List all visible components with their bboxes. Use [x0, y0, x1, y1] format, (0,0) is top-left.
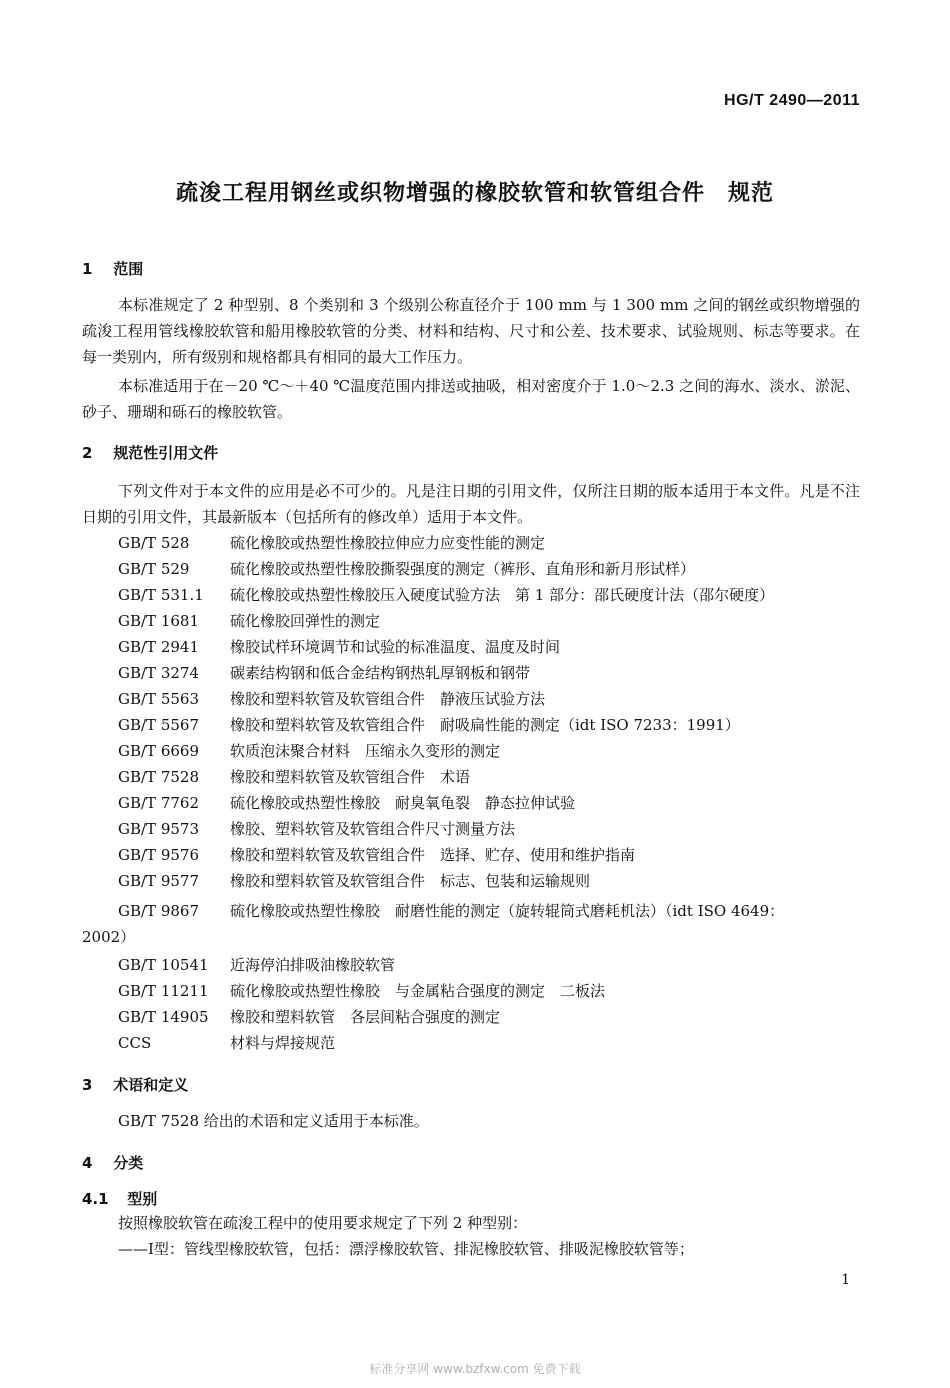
- reference-item: [118, 634, 560, 660]
- reference-code: GB/T 9576: [118, 846, 200, 864]
- reference-title: 橡胶和塑料软管及软管组合件 选择、贮存、使用和维护指南: [230, 846, 636, 864]
- section-number: 4.1: [82, 1190, 109, 1208]
- reference-item: [118, 660, 530, 686]
- section-title: 规范性引用文件: [113, 444, 219, 462]
- reference-item: [118, 712, 740, 738]
- reference-title: 橡胶和塑料软管及软管组合件 耐吸扁性能的测定（idt ISO 7233：1991）: [230, 716, 740, 734]
- reference-title: 橡胶、塑料软管及软管组合件尺寸测量方法: [230, 820, 516, 838]
- reference-item: [118, 790, 575, 816]
- reference-title: 硫化橡胶或热塑性橡胶撕裂强度的测定（裤形、直角形和新月形试样）: [230, 560, 696, 578]
- reference-item: [118, 1030, 335, 1056]
- reference-title: 软质泡沫聚合材料 压缩永久变形的测定: [230, 742, 501, 760]
- reference-code: GB/T 14905: [118, 1008, 209, 1026]
- section-number: 3: [82, 1076, 93, 1094]
- reference-item: [118, 868, 590, 894]
- reference-item: [118, 686, 545, 712]
- section-1-heading: [82, 258, 143, 279]
- section-3-heading: [82, 1074, 188, 1095]
- reference-code: GB/T 531.1: [118, 586, 204, 604]
- scope-paragraph-1: 本标准规定了 2 种型别、8 个类别和 3 个级别公称直径介于 100 mm 与 1 300 mm 之间的钢丝或织物增强的疏浚工程用管线橡胶软管和船用橡胶软管的分类、材料和结构、尺寸和公差、技术要求、试验规则、标志等要求。在每一类别内，所有级别和规格都具有相同的最大工作压力。: [82, 296, 860, 366]
- footer-watermark: 标准分享网 www.bzfxw.com 免费下载: [369, 1362, 581, 1376]
- section-4-heading: [82, 1152, 143, 1173]
- standard-code: HG/T 2490—2011: [724, 92, 860, 109]
- reference-item: [118, 608, 380, 634]
- reference-title: 硫化橡胶或热塑性橡胶 耐臭氧龟裂 静态拉伸试验: [230, 794, 576, 812]
- type-list-item: ——Ⅰ型：管线型橡胶软管，包括：漂浮橡胶软管、排泥橡胶软管、排吸泥橡胶软管等；: [118, 1240, 694, 1258]
- reference-code: GB/T 5567: [118, 716, 200, 734]
- section-4-1-heading: [82, 1188, 157, 1209]
- section-title: 型别: [127, 1190, 158, 1208]
- reference-item: [118, 764, 470, 790]
- section-title: 范围: [113, 260, 144, 278]
- reference-item: [118, 978, 605, 1004]
- reference-item: [118, 556, 695, 582]
- normative-refs-intro: 下列文件对于本文件的应用是必不可少的。凡是注日期的引用文件，仅所注日期的版本适用于本文件。凡是不注日期的引用文件，其最新版本（包括所有的修改单）适用于本文件。: [82, 482, 860, 526]
- reference-code: GB/T 7528: [118, 768, 200, 786]
- reference-title: 橡胶和塑料软管及软管组合件 术语: [230, 768, 471, 786]
- reference-code: GB/T 2941: [118, 638, 200, 656]
- reference-code: GB/T 11211: [118, 982, 209, 1000]
- reference-item: [118, 842, 635, 868]
- reference-item: [118, 898, 784, 924]
- reference-code: GB/T 10541: [118, 956, 209, 974]
- reference-item: [118, 952, 395, 978]
- reference-code: CCS: [118, 1034, 152, 1052]
- scope-paragraph-2: 本标准适用于在－20 ℃～＋40 ℃温度范围内排送或抽吸，相对密度介于 1.0～2.3 之间的海水、淡水、淤泥、砂子、珊瑚和砾石的橡胶软管。: [82, 377, 860, 421]
- reference-title: 橡胶和塑料软管及软管组合件 静液压试验方法: [230, 690, 546, 708]
- reference-title: 橡胶试样环境调节和试验的标准温度、温度及时间: [230, 638, 561, 656]
- reference-continuation: 2002）: [82, 928, 136, 946]
- reference-title: 硫化橡胶或热塑性橡胶压入硬度试验方法 第 1 部分：邵氏硬度计法（邵尔硬度）: [230, 586, 775, 604]
- section-2-heading: [82, 442, 218, 463]
- section-number: 2: [82, 444, 93, 462]
- reference-code: GB/T 9573: [118, 820, 200, 838]
- reference-code: GB/T 6669: [118, 742, 200, 760]
- section-number: 4: [82, 1154, 93, 1172]
- reference-title: 橡胶和塑料软管 各层间粘合强度的测定: [230, 1008, 501, 1026]
- reference-title: 硫化橡胶或热塑性橡胶拉伸应力应变性能的测定: [230, 534, 546, 552]
- reference-title: 硫化橡胶回弹性的测定: [230, 612, 381, 630]
- document-title: 疏浚工程用钢丝或织物增强的橡胶软管和软管组合件 规范: [175, 181, 774, 206]
- terms-paragraph: GB/T 7528 给出的术语和定义适用于本标准。: [118, 1112, 429, 1130]
- reference-code: GB/T 528: [118, 534, 190, 552]
- reference-code: GB/T 529: [118, 560, 190, 578]
- reference-title: 材料与焊接规范: [230, 1034, 336, 1052]
- reference-code: GB/T 5563: [118, 690, 200, 708]
- reference-item: [118, 1004, 500, 1030]
- reference-title: 硫化橡胶或热塑性橡胶 耐磨性能的测定（旋转辊筒式磨耗机法）（idt ISO 4649：: [230, 902, 785, 920]
- reference-code: GB/T 3274: [118, 664, 200, 682]
- type-intro-paragraph: 按照橡胶软管在疏浚工程中的使用要求规定了下列 2 种型别：: [118, 1214, 528, 1232]
- reference-title: 橡胶和塑料软管及软管组合件 标志、包装和运输规则: [230, 872, 591, 890]
- reference-item: [118, 816, 515, 842]
- page-number: 1: [841, 1272, 850, 1288]
- reference-title: 碳素结构钢和低合金结构钢热轧厚钢板和钢带: [230, 664, 531, 682]
- reference-item: [118, 582, 774, 608]
- reference-code: GB/T 9577: [118, 872, 200, 890]
- reference-title: 近海停泊排吸油橡胶软管: [230, 956, 396, 974]
- reference-code: GB/T 7762: [118, 794, 200, 812]
- reference-item: [118, 738, 500, 764]
- reference-code: GB/T 1681: [118, 612, 200, 630]
- section-title: 术语和定义: [113, 1076, 189, 1094]
- reference-title: 硫化橡胶或热塑性橡胶 与金属粘合强度的测定 二板法: [230, 982, 606, 1000]
- reference-item: [118, 530, 545, 556]
- section-title: 分类: [113, 1154, 144, 1172]
- section-number: 1: [82, 260, 93, 278]
- reference-code: GB/T 9867: [118, 902, 200, 920]
